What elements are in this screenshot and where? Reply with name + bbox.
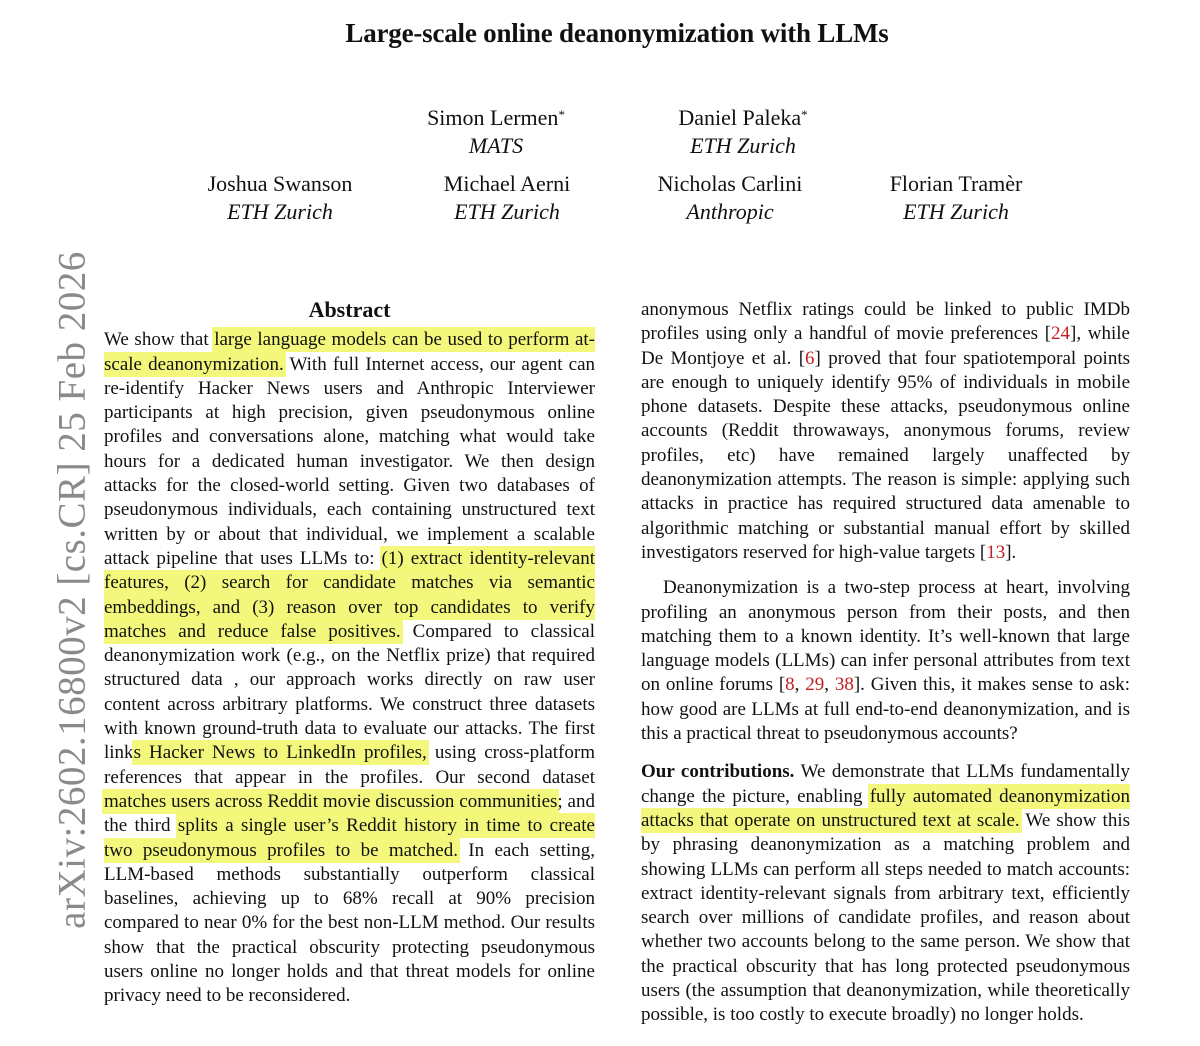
body-text: Deanonymization is a two-step process at heart, involving profiling an anonymous person from their posts, and then matching them to a known identity. It’s well-known that large language models (LLMs) can infer personal attributes from text on online forums [ xyxy=(641,577,1130,696)
abstract-text: We show that xyxy=(104,329,215,351)
body-text: ], while De Montjoye et al. [ xyxy=(641,323,1130,369)
equal-contribution-mark: * xyxy=(558,107,565,122)
author-name: Michael Aerni xyxy=(443,171,571,196)
contributions-heading: Our contributions. xyxy=(641,761,795,783)
highlighted-text: fully automated deanonymization attacks that operate on unstructured text at scale. xyxy=(641,785,1130,831)
highlighted-text: (1) extract identity-relevant features, (2) search for candidate matches via semantic embeddings, and (3) reason over top candidates to verify matches and reduce false positives. xyxy=(104,547,595,642)
author-name: Nicholas Carlini xyxy=(657,171,803,196)
arxiv-identifier-stamp: arXiv:2602.16800v2 [cs.CR] 25 Feb 2026 xyxy=(50,251,94,929)
author-affiliation: Anthropic xyxy=(686,199,774,224)
author-nicholas-carlini xyxy=(630,170,830,226)
abstract-text: In each setting, LLM-based methods substantially outperform classical baselines, achieving up to 68% recall at 90% precision compared to near 0% for the best non-LLM method. Our results show that the practical obscurity protecting pseudonymous users online no longer holds and that threat models for online privacy need to be reconsidered. xyxy=(104,839,595,1007)
body-text: ]. xyxy=(1005,541,1017,563)
body-text: We demonstrate that LLMs fundamentally change the picture, enabling xyxy=(641,761,1130,807)
author-affiliation: ETH Zurich xyxy=(454,199,560,224)
citation-link[interactable]: 24 xyxy=(1051,323,1071,345)
citation-link[interactable]: 8 xyxy=(785,674,795,696)
highlighted-text: large language models can be used to perform at-scale deanonymization. xyxy=(104,329,596,375)
paper-title: Large-scale online deanonymization with LLMs xyxy=(345,18,889,48)
highlighted-text: matches users across Reddit movie discussion communities xyxy=(104,790,558,812)
abstract-text: using cross-platform references that appear in the profiles. Our second dataset xyxy=(104,742,595,788)
highlighted-text: s Hacker News to LinkedIn profiles, xyxy=(133,742,427,764)
body-text: We show this by phrasing deanonymization as a matching problem and showing LLMs can perform all steps needed to match accounts: extract identity-relevant signals from arbitrary text, efficiently search over millions of candidate profiles, and reason about whether two accounts belong to the same person. We show that the practical obscurity that has long protected pseudonymous users (the assumption that deanonymization, while theoretically possible, is too costly to execute broadly) no longer holds. xyxy=(641,809,1131,1026)
citation-link[interactable]: 29 xyxy=(805,674,825,696)
author-florian-tramer xyxy=(856,170,1056,226)
body-text: ]. Given this, it makes sense to ask: how good are LLMs at full end-to-end deanonymization, and is this a practical threat to pseudonymous accounts? xyxy=(641,674,1131,745)
citation-link[interactable]: 38 xyxy=(834,674,854,696)
abstract-heading: Abstract xyxy=(308,297,391,322)
author-daniel-paleka xyxy=(643,104,843,160)
highlighted-text: splits a single user’s Reddit history in time to create two pseudonymous profiles to be matched. xyxy=(104,815,595,861)
equal-contribution-mark: * xyxy=(801,107,808,122)
abstract-paragraph xyxy=(104,328,595,1008)
author-affiliation: ETH Zurich xyxy=(227,199,333,224)
body-text: , xyxy=(824,674,835,696)
abstract-text: ; and the third xyxy=(104,790,595,837)
author-affiliation: MATS xyxy=(468,133,524,158)
author-name: Florian Tramèr xyxy=(889,171,1023,196)
body-text: anonymous Netflix ratings could be linked to public IMDb profiles using only a handful of movie preferences [ xyxy=(641,299,1130,345)
body-text: ] proved that four spatiotemporal points are enough to uniquely identify 95% of individuals in mobile phone datasets. Despite these attacks, pseudonymous online accounts (Reddit throwaways, anonymous forums, review profiles, etc) have remained largely unaffected by deanonymization attempts. The reason is simple: applying such attacks in practice has required structured data amenable to algorithmic matching or substantial manual effort by skilled investigators reserved for high-value targets [ xyxy=(641,347,1130,563)
contributions-paragraph xyxy=(641,760,1130,1027)
abstract-column xyxy=(104,298,595,1009)
author-name: Daniel Paleka xyxy=(678,105,802,130)
abstract-text: Compared to classical deanonymization work (e.g., on the Netflix prize) that required structured data , our approach works directly on raw user content across arbitrary platforms. We construct three datasets with known ground-truth data to evaluate our attacks. The first link xyxy=(104,620,596,764)
author-affiliation: ETH Zurich xyxy=(690,133,796,158)
citation-link[interactable]: 13 xyxy=(986,541,1006,563)
citation-link[interactable]: 6 xyxy=(805,347,815,369)
abstract-text: With full Internet access, our agent can re-identify Hacker News users and Anthropic Interviewer participants at high precision, given pseudonymous online profiles and conversations alone, matching what would take hours for a dedicated human investigator. We then design attacks for the closed-world setting. Given two databases of pseudonymous individuals, each containing unstructured text written by or about that individual, we implement a scalable attack pipeline that uses LLMs to: xyxy=(104,353,595,569)
author-michael-aerni xyxy=(407,170,607,226)
author-name: Joshua Swanson xyxy=(207,171,353,196)
author-name: Simon Lermen xyxy=(427,105,559,130)
body-text: , xyxy=(794,674,806,696)
intro-paragraph-2 xyxy=(641,576,1130,746)
author-affiliation: ETH Zurich xyxy=(903,199,1009,224)
intro-paragraph-1 xyxy=(641,298,1130,565)
author-simon-lermen xyxy=(396,104,596,160)
intro-column xyxy=(641,298,1130,1028)
author-joshua-swanson xyxy=(180,170,380,226)
